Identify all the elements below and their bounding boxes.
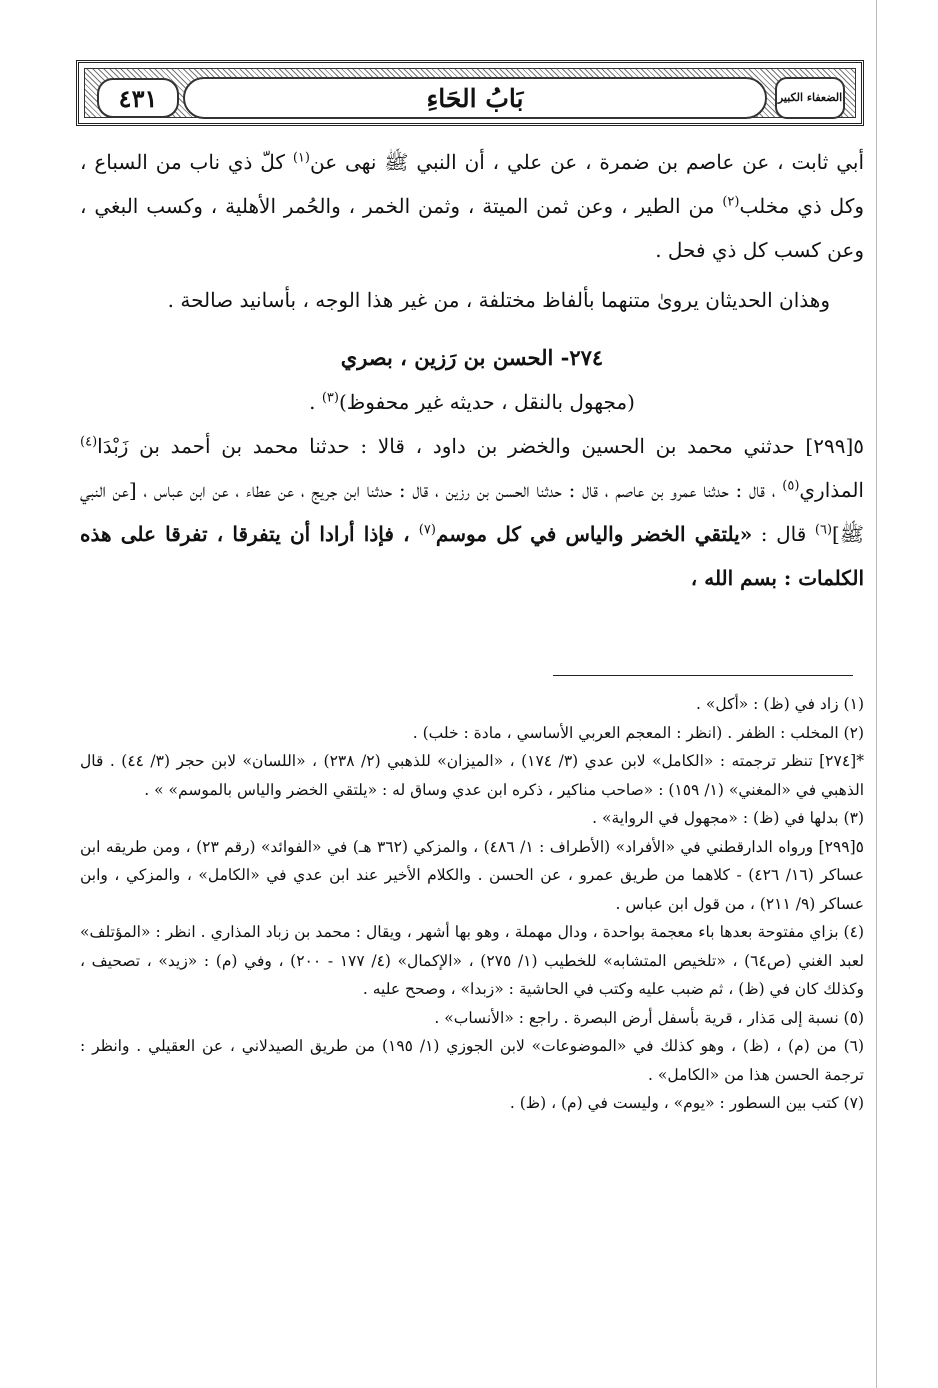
hadith-text: ، فإذا أرادا أن يتفرقا ، تفرقا على هذه الكلمات : بسم الله ، [80,522,864,590]
footnote-6: (٦) من (م) ، (ظ) ، وهو كذلك في «الموضوعات» لابن الجوزي (١/ ١٩٥) من طريق الصيدلاني ، عن العقيلي . وانظر : ترجمة الحسن هذا من «الكامل» . [80,1037,865,1084]
text: ٥[٢٩٩] حدثني محمد بن الحسين والخضر بن داود ، قالا : حدثنا محمد بن أحمد بن زَبْدَا [97,434,864,458]
footnote-1: (١) زاد في (ظ) : «أكل» . [696,695,864,713]
footnotes [80,690,864,1118]
hadith-paragraph [80,424,864,600]
text: ، قال : حدثنا عمرو بن عاصم ، قال : حدثنا الحسن بن رزين ، قال : حدثنا ابن جريج ، عن عطاء ، عن ابن عباس ، [عن النبي ﷺ] [80,478,864,546]
book-logo: الضعفاء الكبير [775,77,845,119]
footnote-ref: (٧) [418,522,436,538]
footnote-ref: (٦) [814,522,833,538]
footnote-5: (٥) نسبة إلى مَذار ، قرية بأسفل أرض البصرة . راجع : «الأنساب» . [434,1008,864,1027]
main-text [80,140,864,600]
footnote-7: (٧) كتب بين السطور : «يوم» ، وليست في (م) ، (ظ) . [509,1094,864,1112]
paragraph-1 [80,140,864,272]
footnote-ref: (٤) [80,434,98,450]
page-edge [876,0,877,1388]
text: كلّ ذي ناب من السباع ، وكل ذي مخلب [80,150,865,218]
text: قال : [752,522,815,546]
page-header [76,60,864,126]
running-title: بَابُ الحَاءِ [426,83,524,113]
footnote-2: (٢) المخلب : الظفر . (انظر : المعجم العربي الأساسي ، مادة : خلب) . [412,723,864,742]
text: أبي ثابت ، عن عاصم بن ضمرة ، عن علي ، أن النبي ﷺ نهى عن [309,150,864,174]
page-number: ٤٣١ [97,78,179,118]
paragraph-2: وهذان الحديثان يروىٰ متنهما بألفاظ مختلفة ، من غير هذا الوجه ، بأسانيد صالحة . [167,288,830,312]
text: . [309,390,322,414]
entry-verdict [80,380,864,424]
footnote-ref: (٢) [722,194,740,210]
text: (مجهول بالنقل ، حديثه غير محفوظ) [338,390,635,414]
footnote-ref: (١) [292,150,310,166]
entry-heading: ٢٧٤- الحسن بن رَزين ، بصري [340,345,604,370]
text: المذاري [799,478,864,502]
footnote-ref: (٥) [782,478,800,494]
header-ornament [84,68,856,118]
text: من الطير ، وعن ثمن الميتة ، وثمن الخمر ، والحُمر الأهلية ، وكسب البغي ، وعن كسب كل ذي فحل . [80,194,864,262]
hadith-text: «يلتقي الخضر والياس في كل موسم [435,522,753,546]
footnote-299: ٥[٢٩٩] ورواه الدارقطني في «الأفراد» (الأطراف : ١/ ٤٨٦) ، والمزكي (٣٦٢ هـ) في «الفوائد» (رقم ٢٣) ، ومن طريقه ابن عساكر (١٦/ ٤٢٦) - كلاهما من طريق عمرو ، عن الحسن . والكلام الأخير عند ابن عدي في «الكامل» ، والمزكي ، وابن عساكر (٩/ ٢١١) ، من قول ابن عباس . [80,837,864,913]
running-title-panel [183,77,767,119]
footnote-ref: (٣) [321,390,339,406]
footnote-separator [553,675,853,676]
footnote-274: *[٢٧٤] تنظر ترجمته : «الكامل» لابن عدي (٣/ ١٧٤) ، «الميزان» للذهبي (٢/ ٢٣٨) ، «اللسان» لابن حجر (٣/ ٤٤) . قال الذهبي في «المغني» (١/ ١٥٩) : «صاحب مناكير ، ذكره ابن عدي وساق له : «يلتقي الخضر والياس بالموسم» » . [80,752,864,799]
footnote-4: (٤) بزاي مفتوحة بعدها باء معجمة بواحدة ، ودال مهملة ، وهو بها أشهر ، ويقال : محمد بن زباد المذاري . انظر : «المؤتلف» لعبد الغني (ص٦٤) ، «تلخيص المتشابه» للخطيب (١/ ٢٧٥) ، «الإكمال» (٤/ ١٧٧ - ٢٠٠) ، وفي (م) : «زيد» ، تصحيف ، وكذلك كان في (ظ) ، ثم ضبب عليه وكتب في الحاشية : «زبدا» ، وصحح عليه . [80,923,864,998]
footnote-3: (٣) بدلها في (ظ) : «مجهول في الرواية» . [592,809,864,827]
